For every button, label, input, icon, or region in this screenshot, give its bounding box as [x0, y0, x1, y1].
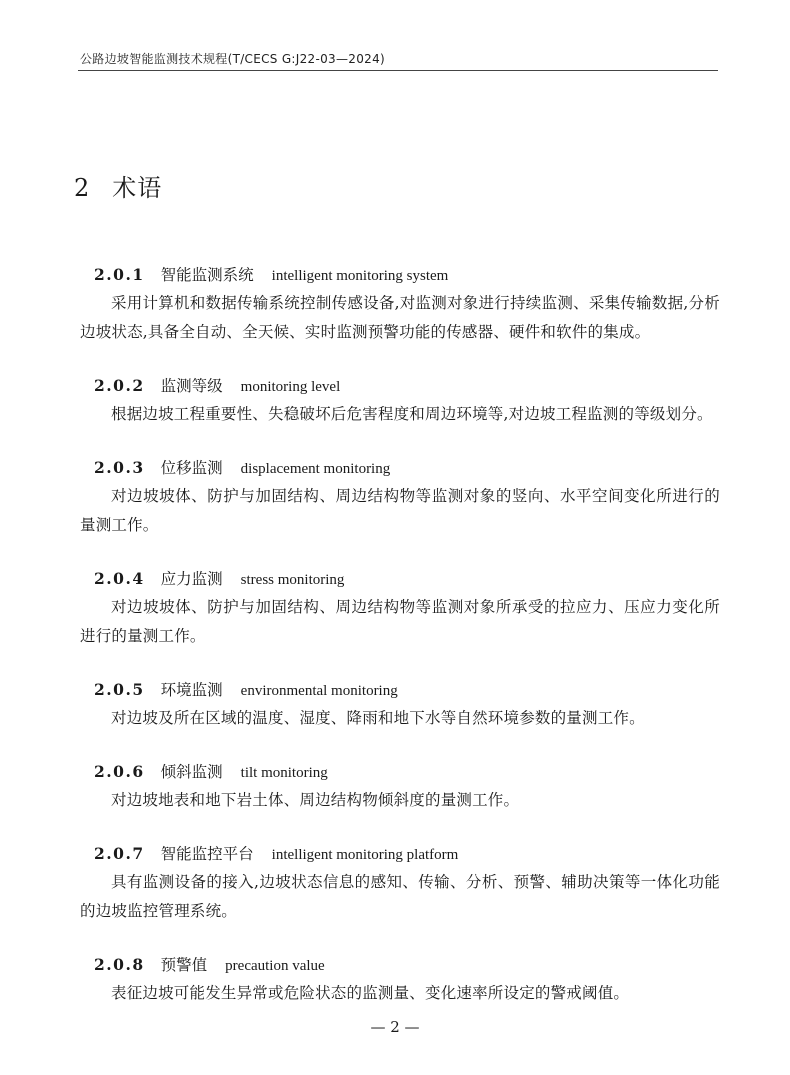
term-2-0-4 — [80, 566, 720, 651]
term-number: 2.0.7 — [94, 844, 145, 863]
term-chinese: 智能监控平台 — [160, 845, 254, 863]
term-chinese: 位移监测 — [160, 459, 223, 477]
chapter-title — [74, 168, 162, 203]
term-number: 2.0.5 — [94, 680, 145, 699]
term-number: 2.0.1 — [94, 265, 145, 284]
term-definition: 采用计算机和数据传输系统控制传感设备,对监测对象进行持续监测、采集传输数据,分析边坡状态,具备全自动、全天候、实时监测预警功能的传感器、硬件和软件的集成。 — [80, 294, 720, 341]
term-2-0-8 — [80, 952, 720, 1008]
term-chinese: 倾斜监测 — [160, 763, 223, 781]
term-english: precaution value — [225, 958, 325, 974]
term-english: tilt monitoring — [240, 765, 328, 781]
term-heading — [80, 373, 720, 400]
term-heading — [80, 262, 720, 289]
term-english: displacement monitoring — [240, 461, 391, 477]
page-number: — 2 — — [370, 1018, 420, 1036]
term-chinese: 智能监测系统 — [160, 266, 254, 284]
term-heading — [80, 677, 720, 704]
term-2-0-3 — [80, 455, 720, 540]
chapter-title-text: 术语 — [112, 174, 163, 202]
terms-list — [80, 262, 720, 1034]
term-definition: 对边坡坡体、防护与加固结构、周边结构物等监测对象的竖向、水平空间变化所进行的量测工作。 — [80, 487, 720, 534]
term-heading — [80, 455, 720, 482]
term-english: stress monitoring — [240, 572, 345, 588]
term-number: 2.0.8 — [94, 955, 145, 974]
term-definition: 对边坡及所在区域的温度、湿度、降雨和地下水等自然环境参数的量测工作。 — [111, 709, 645, 727]
term-number: 2.0.2 — [94, 376, 145, 395]
term-definition: 具有监测设备的接入,边坡状态信息的感知、传输、分析、预警、辅助决策等一体化功能的边坡监控管理系统。 — [80, 873, 720, 920]
term-heading — [80, 566, 720, 593]
term-definition: 对边坡坡体、防护与加固结构、周边结构物等监测对象所承受的拉应力、压应力变化所进行的量测工作。 — [80, 598, 720, 645]
term-heading — [80, 759, 720, 786]
header-rule — [78, 70, 718, 71]
term-2-0-6 — [80, 759, 720, 815]
term-number: 2.0.3 — [94, 458, 145, 477]
term-english: intelligent monitoring system — [271, 268, 449, 284]
term-2-0-2 — [80, 373, 720, 429]
running-header: 公路边坡智能监测技术规程(T/CECS G:J22-03—2024) — [80, 52, 385, 66]
term-english: monitoring level — [240, 379, 341, 395]
term-definition: 对边坡地表和地下岩土体、周边结构物倾斜度的量测工作。 — [111, 791, 520, 809]
term-chinese: 应力监测 — [160, 570, 223, 588]
term-chinese: 监测等级 — [160, 377, 223, 395]
term-2-0-1 — [80, 262, 720, 347]
term-heading — [80, 952, 720, 979]
term-chinese: 环境监测 — [160, 681, 223, 699]
chapter-number: 2 — [74, 174, 91, 202]
term-2-0-5 — [80, 677, 720, 733]
term-english: intelligent monitoring platform — [271, 847, 459, 863]
term-number: 2.0.6 — [94, 762, 145, 781]
term-number: 2.0.4 — [94, 569, 145, 588]
term-heading — [80, 841, 720, 868]
term-2-0-7 — [80, 841, 720, 926]
term-definition: 根据边坡工程重要性、失稳破坏后危害程度和周边环境等,对边坡工程监测的等级划分。 — [111, 405, 713, 423]
term-chinese: 预警值 — [160, 956, 208, 974]
term-english: environmental monitoring — [240, 683, 398, 699]
term-definition: 表征边坡可能发生异常或危险状态的监测量、变化速率所设定的警戒阈值。 — [111, 984, 630, 1002]
